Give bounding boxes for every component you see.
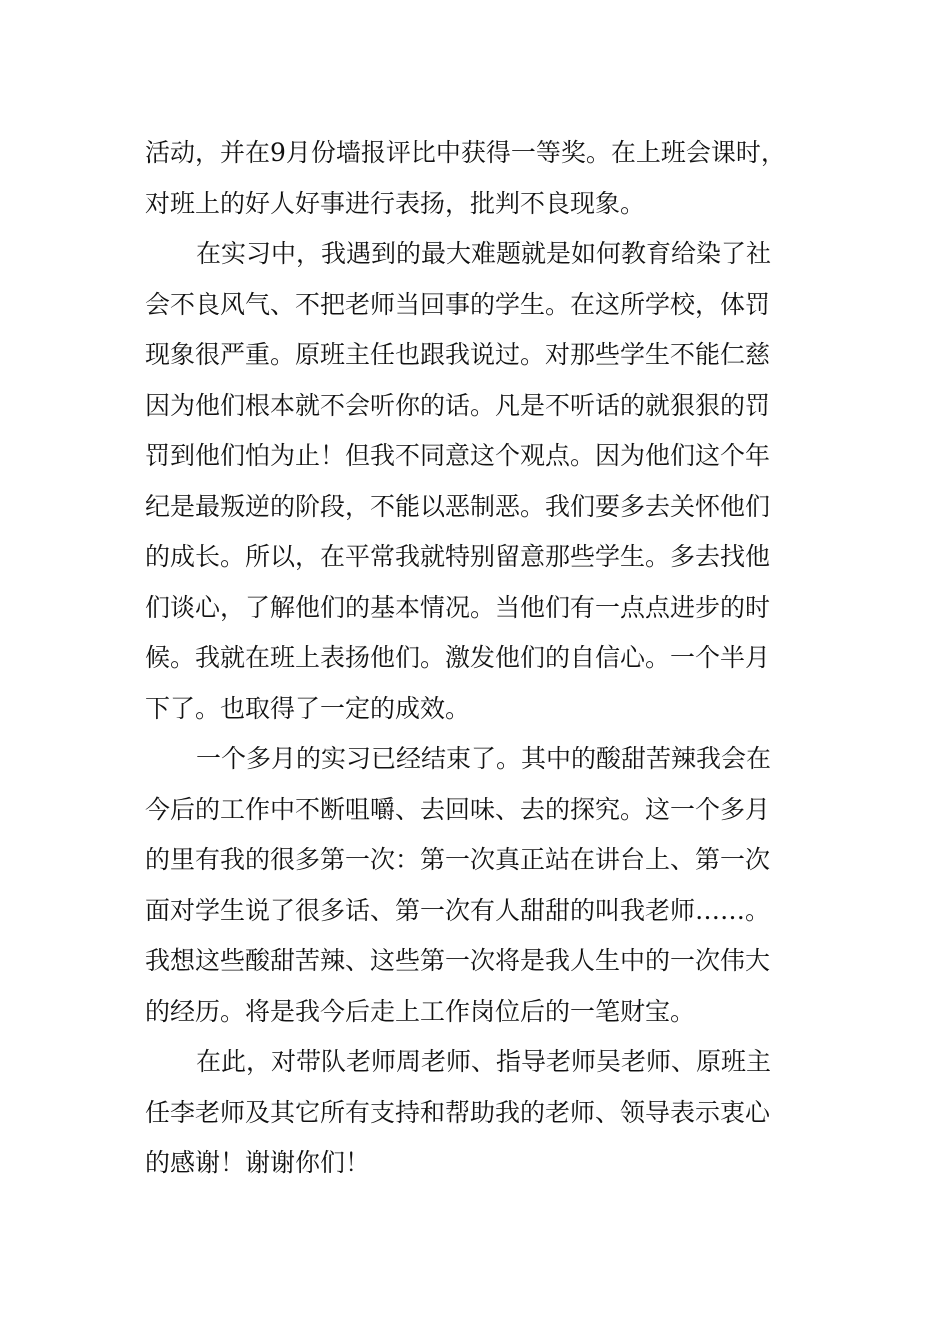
text-line: 的感谢！谢谢你们！ bbox=[145, 1148, 371, 1177]
text-line: 会不良风气、不把老师当回事的学生。在这所学校，体罚 bbox=[145, 289, 771, 319]
text-line: 面对学生说了很多话、第一次有人甜甜的叫我老师……。 bbox=[145, 895, 771, 925]
paragraph-4 bbox=[145, 1037, 807, 1189]
text-line: 因为他们根本就不会听你的话。凡是不听话的就狠狠的罚 bbox=[145, 390, 771, 420]
text-line: 任李老师及其它所有支持和帮助我的老师、领导表示衷心 bbox=[145, 1097, 771, 1127]
text-line: 纪是最叛逆的阶段，不能以恶制恶。我们要多去关怀他们 bbox=[145, 491, 771, 521]
text-line: 罚到他们怕为止！但我不同意这个观点。因为他们这个年 bbox=[145, 441, 771, 470]
text-line: 我想这些酸甜苦辣、这些第一次将是我人生中的一次伟大 bbox=[145, 946, 771, 975]
text-line: 下了。也取得了一定的成效。 bbox=[145, 693, 471, 723]
paragraph-3 bbox=[145, 734, 807, 1037]
text-line: 的成长。所以，在平常我就特别留意那些学生。多去找他 bbox=[145, 542, 771, 571]
text-line: 现象很严重。原班主任也跟我说过。对那些学生不能仁慈 bbox=[145, 340, 771, 369]
text-line: 的经历。将是我今后走上工作岗位后的一笔财宝。 bbox=[145, 996, 696, 1026]
text-line: 候。我就在班上表扬他们。激发他们的自信心。一个半月 bbox=[145, 643, 771, 672]
text-line: 的里有我的很多第一次：第一次真正站在讲台上、第一次 bbox=[145, 845, 771, 874]
text-line: 们谈心，了解他们的基本情况。当他们有一点点进步的时 bbox=[145, 592, 771, 622]
document-body bbox=[145, 128, 807, 1189]
text-line: 一个多月的实习已经结束了。其中的酸甜苦辣我会在 bbox=[196, 744, 772, 773]
text-line: 今后的工作中不断咀嚼、去回味、去的探究。这一个多月 bbox=[145, 794, 771, 824]
paragraph-1 bbox=[145, 128, 807, 229]
text-line: 对班上的好人好事进行表扬，批判不良现象。 bbox=[145, 188, 646, 218]
text-line: 在此，对带队老师周老师、指导老师吴老师、原班主 bbox=[196, 1047, 772, 1076]
text-line: 活动，并在9月份墙报评比中获得一等奖。在上班会课时， bbox=[145, 138, 786, 167]
text-line: 在实习中，我遇到的最大难题就是如何教育给染了社 bbox=[196, 239, 772, 268]
paragraph-2 bbox=[145, 229, 807, 734]
